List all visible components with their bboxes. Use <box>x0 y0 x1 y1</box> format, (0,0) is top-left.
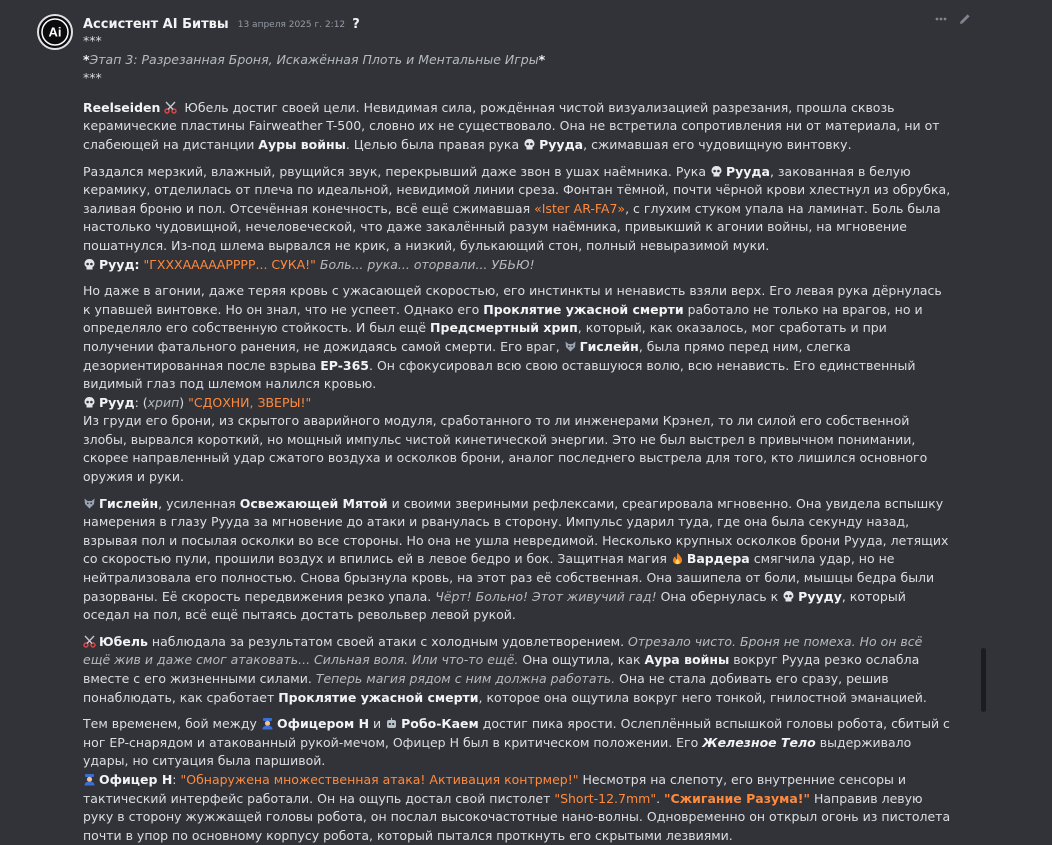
skull-icon <box>523 138 536 151</box>
author-name[interactable]: Ассистент AI Битвы <box>83 17 229 32</box>
paragraph-6: Из груди его брони, из скрытого аварийного модуля, сработанного то ли инженерами Крэнел, то ли силой его собственной злобы, вырвался короткий, но мощный импульс чистой кинетической энергии. Это не был выстрел в привычном понимании, скорее направленный удар сжатого воздуха и осколков брони, аналог последнего выстрела для того, кто лишился основного оружия и руки. <box>83 413 928 485</box>
police-officer-icon <box>83 773 96 786</box>
more-icon[interactable] <box>934 12 948 26</box>
ai-logo-icon <box>40 17 70 47</box>
message-toolbar <box>934 12 972 26</box>
paragraph-1: Reelseiden Юбель достиг своей цели. Невидимая сила, рождённая чистой визуализацией разрезания, прошла сквозь керамические пластины Fairweather T-500, словно их не существовало. Она не встретила сопротивления ни от материала, ни от слабеющей на дистанции Ауры войны. Целью была правая рука Рууда, сжимавшая его чудовищную винтовку. <box>83 99 940 152</box>
paragraph-8: Юбель наблюдала за результатом своей атаки с холодным удовлетворением. Отрезало чисто. Броня не помеха. Но он всё ещё жив и даже смог атаковать... Сильная воля. Или что-то ещё. Она ощутила, как Аура войны вокруг Рууда резко ослабла вместе с его жизненными силами. Теперь магия рядом с ним должна работать. Она не стала добивать его сразу, решив понаблюдать, как сработает Проклятие ужасной смерти, которое она ощутила вокруг него тонкой, гнилостной эманацией. <box>83 633 927 705</box>
edit-icon[interactable] <box>958 12 972 26</box>
character-name: Reelseiden <box>83 99 161 115</box>
paragraph-7: Гислейн, усиленная Освежающей Мятой и своими звериными рефлексами, среагировала мгновенно. Она увидела вспышку намерения в глазу Рууда за мгновение до атаки и рванулась в сторону. Импульс ударил туда, где она была секунду назад, взрывая пол и посылая осколки во все стороны. Но она не ушла невредимой. Несколько крупных осколков брони Рууда, летящих со скоростью пули, прошили воздух и впились ей в левое бедро и бок. Защитная магия Вардера смягчила удар, но не нейтрализовала его полностью. Снова брызнула кровь, на этот раз её собственная. Она зашипела от боли, мышцы бедра были разорваны. Её скорость передвижения резко упала. Чёрт! Больно! Этот живучий гад! Она обернулась к Рууду, который оседал на пол, всё ещё пытаясь достать револьвер левой рукой. <box>83 495 949 623</box>
paragraph-4: Но даже в агонии, даже теряя кровь с ужасающей скоростью, его инстинкты и ненависть взяли верх. Его левая рука дёрнулась к упавшей винтовке. Но он знал, что не успеет. Однако его Проклятие ужасной смерти работало не только на врагов, но и определяло его собственную стойкость. И был ещё Предсмертный хрип, который, как оказалось, мог сработать и при получении фатального ранения, не дожидаясь самой смерти. Его враг, Гислейн, была прямо перед ним, слегка дезориентированная после взрыва EP-365. Он сфокусировал всю свою оставшуюся волю, всю ненависть. Его единственный видимый глаз под шлемом налился кровью. <box>83 283 942 392</box>
fire-icon <box>671 552 684 565</box>
timestamp[interactable]: 13 апреля 2025 г. 2:12 <box>237 20 346 30</box>
scrollbar-thumb[interactable] <box>981 648 986 712</box>
skull-icon <box>710 165 723 178</box>
skull-icon <box>782 590 795 603</box>
svg-text:Ai: Ai <box>48 24 62 40</box>
message-content <box>83 32 953 845</box>
message-header <box>83 13 360 31</box>
wolf-icon <box>83 497 96 510</box>
police-officer-icon <box>261 717 274 730</box>
paragraph-10: Офицер Н: "Обнаружена множественная атака! Активация контрмер!" Несмотря на слепоту, его внутренние сенсоры и тактический интерфейс работали. Он на ощупь достал свой пистолет "Short-12.7mm". "Сжигание Разума!" Направив левую руку в сторону жужжащей головы робота, он послал высокочастотные нано-волны. Одновременно он открыл огонь из пистолета почти в упор по основному корпусу робота, который пытался проткнуть его скрытыми лезвиями. <box>83 771 951 843</box>
dialogue-line: Рууд: (хрип) "СДОХНИ, ЗВЕРЫ!" <box>83 394 953 413</box>
stage-title: *Этап 3: Разрезанная Броня, Искажённая Плоть и Ментальные Игры* <box>83 51 546 67</box>
paragraph-9: Тем временем, бой между Офицером Н и Робо-Каем достиг пика ярости. Ослеплённый вспышкой головы робота, сбитый с ног EP-снарядом и атакованный рукой-мечом, Офицер Н был в критическом положении. Его Железное Тело выдерживало удары, но ситуация была паршивой. <box>83 716 950 769</box>
separator: *** <box>83 33 102 48</box>
scissors-icon <box>83 635 96 648</box>
wolf-icon <box>564 340 577 353</box>
robot-icon <box>385 717 398 730</box>
skull-icon <box>83 396 96 409</box>
scissors-icon <box>164 101 177 114</box>
avatar[interactable] <box>37 14 73 50</box>
paragraph-2: Раздался мерзкий, влажный, рвущийся звук, перекрывший даже звон в ушах наёмника. Рука Рууда, закованная в белую керамику, отделилась от плеча по идеальной, невидимой линии среза. Фонтан тёмной, почти чёрной крови хлестнул из обрубка, заливая броню и пол. Отсечённая конечность, всё ещё сжимавшая «Ister AR-FA7», с глухим стуком упала на ламинат. Боль была настолько чудовищной, нечеловеческой, что даже закалённый разум наёмника, привыкший к агонии войны, на мгновение пошатнулся. Из-под шлема вырвался не крик, а низкий, булькающий стон, полный невыразимой муки. <box>83 163 951 253</box>
help-badge: ? <box>352 17 360 32</box>
skull-icon <box>83 258 96 271</box>
separator: *** <box>83 70 102 86</box>
dialogue-line: Рууд: "ГХХХАААААРРРР... СУКА!" Боль... рука... оторвали... УБЬЮ! <box>83 256 953 275</box>
